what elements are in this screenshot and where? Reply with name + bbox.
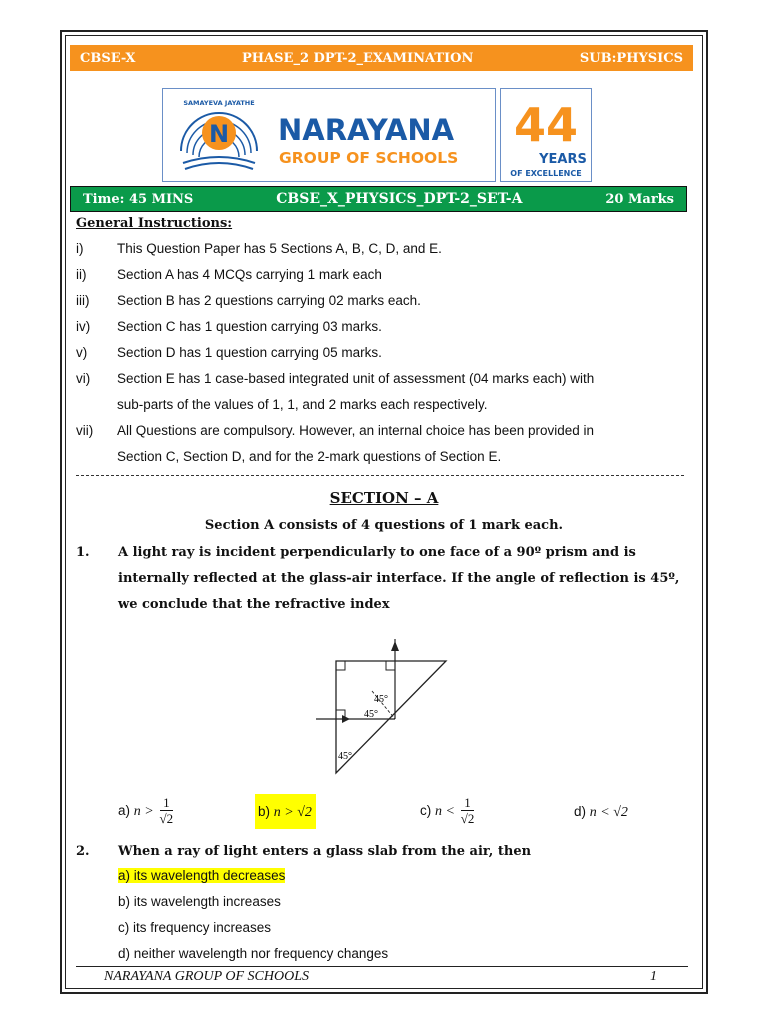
q1-line: internally reflected at the glass-air interface. If the angle of reflection is 45º, [118,571,680,586]
option-math: n > [133,804,154,820]
instruction-num: iii) [76,293,90,308]
instruction-text: Section C has 1 question carrying 03 marks. [117,319,382,334]
fraction [461,796,475,827]
fraction-denominator: √2 [460,811,475,826]
q1-line: A light ray is incident perpendicularly to one face of a 90º prism and is [118,545,636,560]
q1-option-b[interactable] [255,798,316,827]
q1-option-b-highlight [255,794,316,829]
instruction-text: All Questions are compulsory. However, an internal choice has been provided in [117,423,595,438]
q2-number: 2. [76,844,90,859]
option-label: c) [420,803,432,819]
instruction-num: iv) [76,319,91,334]
svg-text:N: N [208,120,230,148]
section-a-title [0,489,768,507]
exam-time: Time: 45 MINS [83,191,194,207]
instruction-num: ii) [76,267,87,282]
header-subject: SUB:PHYSICS [579,50,683,66]
dashed-divider [76,475,684,476]
instruction-text: Section B has 2 questions carrying 02 marks each. [117,293,421,308]
exam-title: CBSE_X_PHYSICS_DPT-2_SET-A [276,191,523,207]
ray-arrow-icon [342,715,350,723]
option-math: n < √2 [589,805,628,820]
fraction-numerator: 1 [160,796,174,811]
q1-option-a[interactable] [118,796,173,827]
logo-motto: SAMAYEVA JAYATHE [183,99,255,107]
right-angle-mark [386,661,395,670]
narayana-logo-graphic [163,89,495,181]
prism-outline [336,661,446,773]
q1-option-d[interactable] [574,804,628,821]
header-bar [70,45,693,71]
option-math: n > √2 [273,805,312,820]
section-a-subtitle: Section A consists of 4 questions of 1 mark each. [204,518,564,533]
section-a-title-text: SECTION – A [329,489,439,507]
angle-label: 45° [364,709,378,720]
exam-bar [70,186,687,212]
logo-tagline: GROUP OF SCHOOLS [279,149,459,167]
fraction [160,796,174,827]
instruction-num: v) [76,345,88,360]
instruction-text: Section D has 1 question carrying 05 marks. [117,345,382,360]
q1-number: 1. [76,545,90,560]
option-math: n < [435,804,455,820]
header-board: CBSE-X [80,50,136,66]
years-number: 44 [513,98,579,152]
instruction-text: Section A has 4 MCQs carrying 1 mark each [117,267,382,282]
ray-arrow-icon [391,641,399,651]
instruction-text: Section E has 1 case-based integrated unit of assessment (04 marks each) with [117,371,595,386]
years-sub: OF EXCELLENCE [510,169,582,178]
instruction-num: vi) [76,371,91,386]
years-badge [500,88,592,182]
instruction-text: sub-parts of the values of 1, 1, and 2 marks each respectively. [117,397,488,412]
instruction-text: Section C, Section D, and for the 2-mark questions of Section E. [117,449,502,464]
instruction-num: i) [76,241,84,256]
emblem-icon [181,113,257,169]
years-word: YEARS [539,152,587,167]
page-number: 1 [650,969,657,984]
option-label: a) [118,803,131,819]
angle-label: 45° [338,751,352,762]
q2-option-c[interactable]: c) its frequency increases [118,920,272,935]
fraction-numerator: 1 [461,796,475,811]
exam-marks: 20 Marks [605,191,674,207]
instructions-title: General Instructions: [76,216,233,231]
angle-label: 45° [374,694,388,705]
right-angle-mark [336,661,345,670]
q2-option-a[interactable] [118,868,285,883]
instruction-num: vii) [76,423,94,438]
q2-option-b[interactable]: b) its wavelength increases [118,894,281,909]
instruction-text: This Question Paper has 5 Sections A, B, C, D, and E. [117,241,442,256]
option-label: d) [574,804,587,819]
q2-option-d[interactable]: d) neither wavelength nor frequency changes [118,946,389,961]
q2-text: When a ray of light enters a glass slab from the air, then [118,844,532,859]
footer-divider [76,966,688,967]
header-exam: PHASE_2 DPT-2_EXAMINATION [242,50,474,66]
q1-line: we conclude that the refractive index [118,597,390,612]
school-logo [162,88,496,182]
fraction-denominator: √2 [159,811,174,826]
option-label: b) [258,804,271,819]
prism-diagram [300,635,460,780]
footer-school: NARAYANA GROUP OF SCHOOLS [104,969,310,984]
q1-option-c[interactable] [420,796,474,827]
logo-name: NARAYANA [278,113,455,147]
q2-option-a-text: a) its wavelength decreases [118,868,286,883]
years-badge-graphic [501,89,591,181]
